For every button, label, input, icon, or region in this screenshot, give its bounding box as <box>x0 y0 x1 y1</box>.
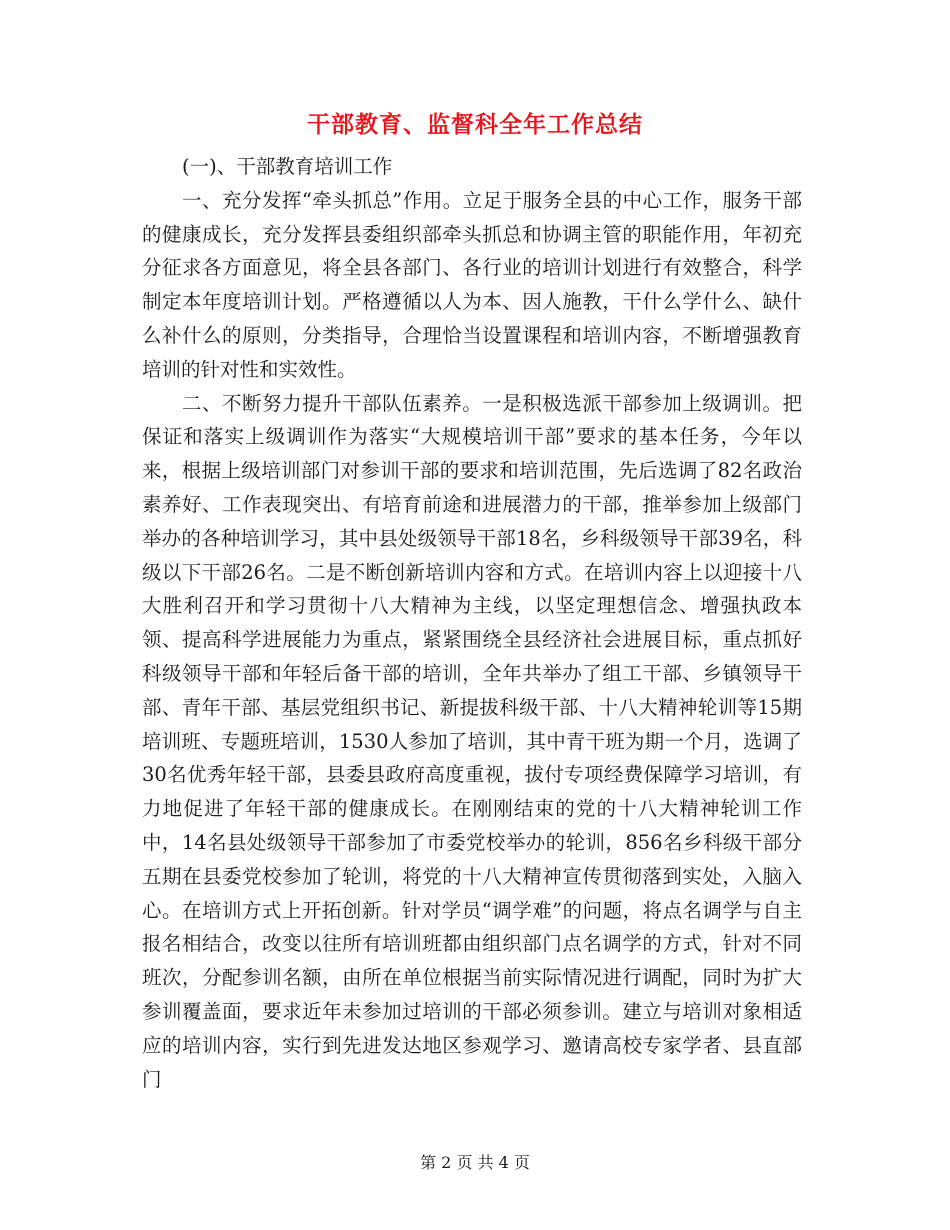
section-heading: (一)、干部教育培训工作 <box>182 155 393 178</box>
document-body <box>142 150 802 1096</box>
paragraph-2: 二、不断努力提升干部队伍素养。一是积极选派干部参加上级调训。把保证和落实上级调训作为落实“大规模培训干部”要求的基本任务，今年以来，根据上级培训部门对参训干部的要求和培训范围，先后选调了82名政治素养好、工作表现突出、有培育前途和进展潜力的干部，推举参加上级部门举办的各种培训学习，其中县处级领导干部18名，乡科级领导干部39名，科级以下干部26名。二是不断创新培训内容和方式。在培训内容上以迎接十八大胜利召开和学习贯彻十八大精神为主线，以坚定理想信念、增强执政本领、提高科学进展能力为重点，紧紧围绕全县经济社会进展目标，重点抓好科级领导干部和年轻后备干部的培训，全年共举办了组工干部、乡镇领导干部、青年干部、基层党组织书记、新提拔科级干部、十八大精神轮训等15期培训班、专题班培训，1530人参加了培训，其中青干班为期一个月，选调了30名优秀年轻干部，县委县政府高度重视，拔付专项经费保障学习培训，有力地促进了年轻干部的健康成长。在刚刚结束的党的十八大精神轮训工作中，14名县处级领导干部参加了市委党校举办的轮训，856名乡科级干部分五期在县委党校参加了轮训，将党的十八大精神宣传贯彻落到实处，入脑入心。在培训方式上开拓创新。针对学员“调学难”的问题，将点名调学与自主报名相结合，改变以往所有培训班都由组织部门点名调学的方式，针对不同班次，分配参训名额，由所在单位根据当前实际情况进行调配，同时为扩大参训覆盖面，要求近年未参加过培训的干部必须参训。建立与培训对象相适应的培训内容，实行到先进发达地区参观学习、邀请高校专家学者、县直部门 <box>142 391 802 1091</box>
document-title: 干部教育、监督科全年工作总结 <box>307 111 643 138</box>
paragraph-1: 一、充分发挥“牵头抓总”作用。立足于服务全县的中心工作，服务干部的健康成长，充分发挥县委组织部牵头抓总和协调主管的职能作用，年初充分征求各方面意见，将全县各部门、各行业的培训计划进行有效整合，科学制定本年度培训计划。严格遵循以人为本、因人施教，干什么学什么、缺什么补什么的原则，分类指导，合理恰当设置课程和培训内容，不断增强教育培训的针对性和实效性。 <box>142 188 802 381</box>
page-number-footer: 第 2 页 共 4 页 <box>420 1153 530 1172</box>
